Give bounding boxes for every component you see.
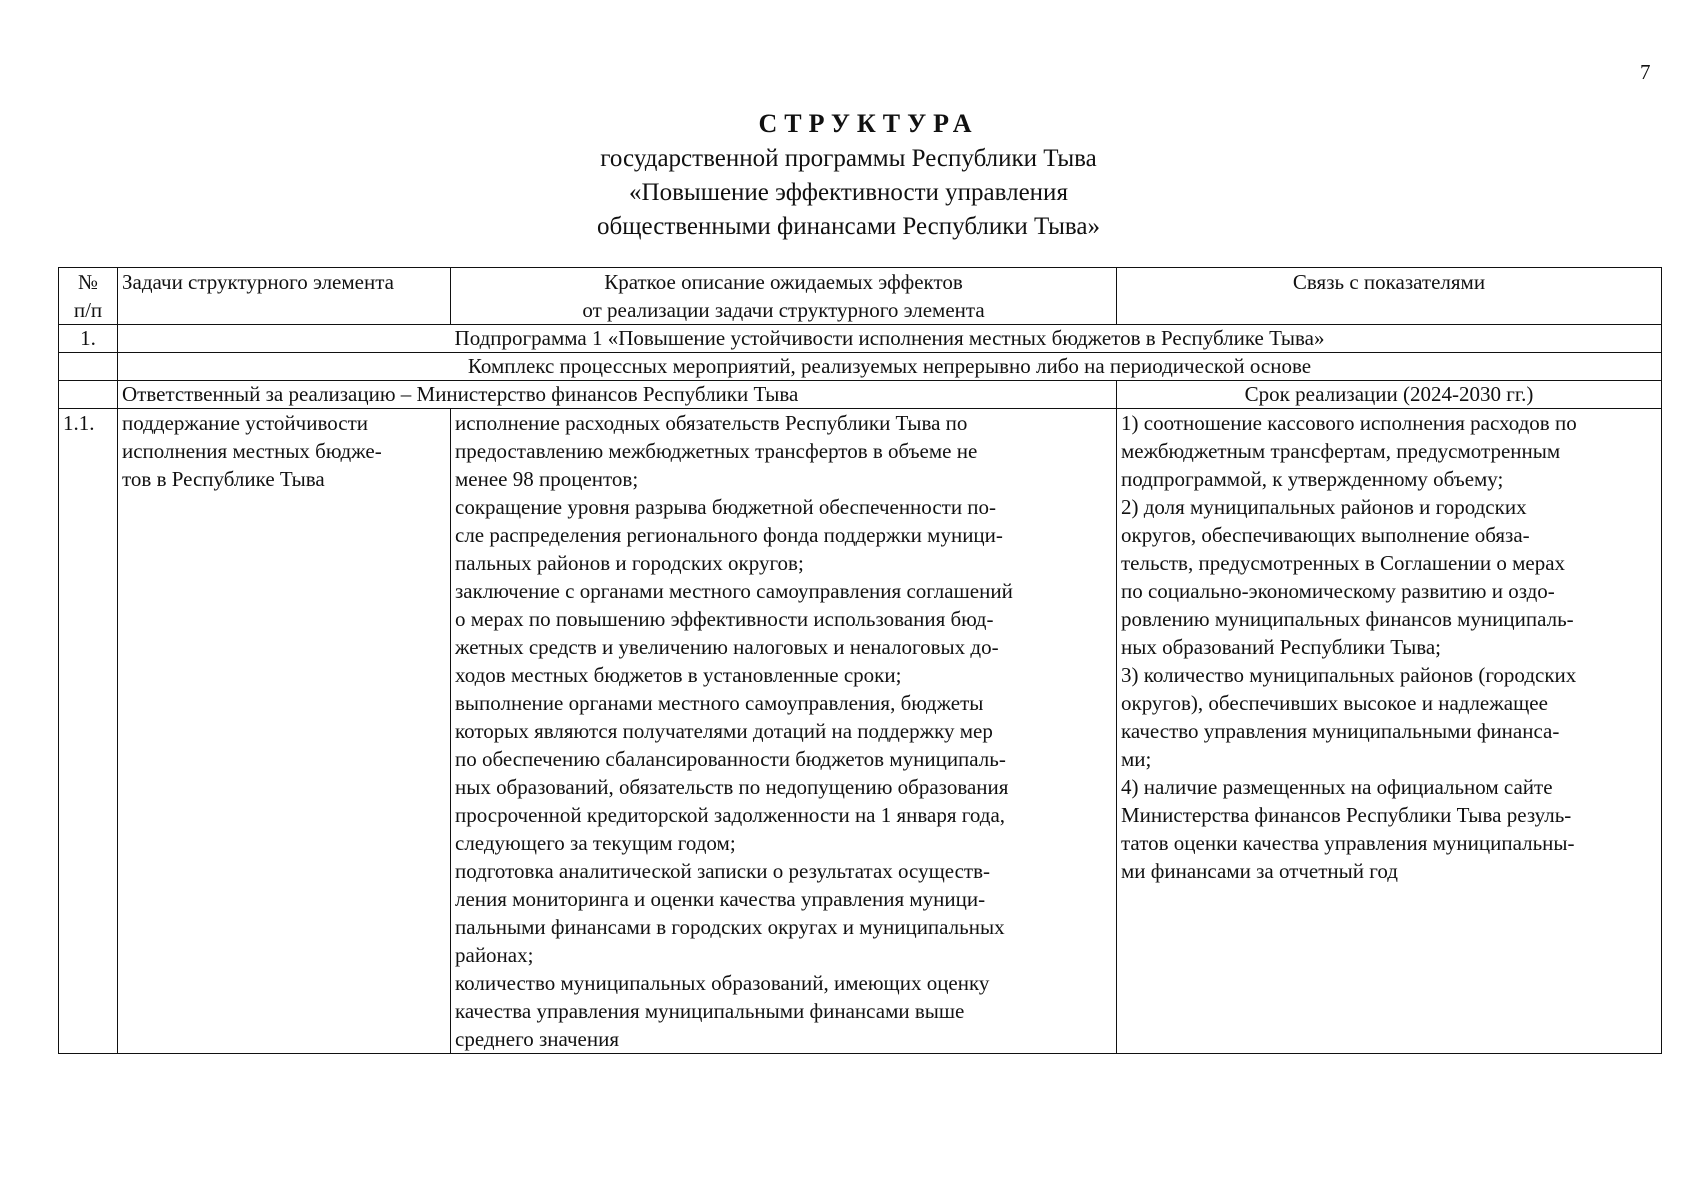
- page-number: 7: [1640, 60, 1651, 84]
- responsible-row: [59, 381, 1662, 409]
- header-effects: Краткое описание ожидаемых эффектов от реализации задачи структурного элемента: [451, 268, 1117, 325]
- responsible-text: Ответственный за реализацию – Министерство финансов Республики Тыва: [118, 381, 1117, 409]
- document-title: СТРУКТУРА: [758, 109, 979, 138]
- subprogram-row: [59, 325, 1662, 353]
- title-line-3: общественными финансами Республики Тыва»: [597, 213, 1100, 240]
- row-effects: исполнение расходных обязательств Республики Тыва по предоставлению межбюджетных трансфертов в объеме не менее 98 процентов; сокращение уровня разрыва бюджетной обеспеченности по- сле распределения регионального фонда поддержки муници- пальных районов и городских округов; заключение с органами местного самоуправления соглашений о мерах по повышению эффективности использования бюд- жетных средств и увеличению налоговых и неналоговых до- ходов местных бюджетов в установленные сроки; выполнение органами местного самоуправления, бюджеты которых являются получателями дотаций на поддержку мер по обеспечению сбалансированности бюджетов муниципаль- ных образований, обязательств по недопущению образования просроченной кредиторской задолженности на 1 января года, следующего за текущим годом; подготовка аналитической записки о результатах осуществ- ления мониторинга и оценки качества управления муници- пальными финансами в городских округах и муниципальных районах; количество муниципальных образований, имеющих оценку качества управления муниципальными финансами выше среднего значения: [451, 409, 1117, 1054]
- title-line-1: государственной программы Республики Тыва: [600, 145, 1097, 172]
- subprogram-title: Подпрограмма 1 «Повышение устойчивости исполнения местных бюджетов в Республике Тыва»: [118, 325, 1662, 353]
- table-header-row: [59, 268, 1662, 325]
- complex-num-empty: [59, 353, 118, 381]
- responsible-num-empty: [59, 381, 118, 409]
- term-text: Срок реализации (2024-2030 гг.): [1117, 381, 1662, 409]
- title-line-2: «Повышение эффективности управления: [629, 179, 1068, 206]
- subprogram-num: 1.: [59, 325, 118, 353]
- header-indicators: Связь с показателями: [1117, 268, 1662, 325]
- header-tasks: Задачи структурного элемента: [118, 268, 451, 325]
- header-num: № п/п: [59, 268, 118, 325]
- row-num: 1.1.: [59, 409, 118, 1054]
- table-row: [59, 409, 1662, 1054]
- title-block: [0, 106, 1697, 244]
- complex-row: [59, 353, 1662, 381]
- row-task: поддержание устойчивости исполнения местных бюдже- тов в Республике Тыва: [118, 409, 451, 1054]
- row-indicators: 1) соотношение кассового исполнения расходов по межбюджетным трансфертам, предусмотренным подпрограммой, к утвержденному объему; 2) доля муниципальных районов и городских округов, обеспечивающих выполнение обяза- тельств, предусмотренных в Соглашении о мерах по социально-экономическому развитию и оздо- ровлению муниципальных финансов муниципаль- ных образований Республики Тыва; 3) количество муниципальных районов (городских округов), обеспечивших высокое и надлежащее качество управления муниципальными финанса- ми; 4) наличие размещенных на официальном сайте Министерства финансов Республики Тыва резуль- татов оценки качества управления муниципальны- ми финансами за отчетный год: [1117, 409, 1662, 1054]
- complex-title: Комплекс процессных мероприятий, реализуемых непрерывно либо на периодической основе: [118, 353, 1662, 381]
- structure-table: [58, 267, 1662, 1054]
